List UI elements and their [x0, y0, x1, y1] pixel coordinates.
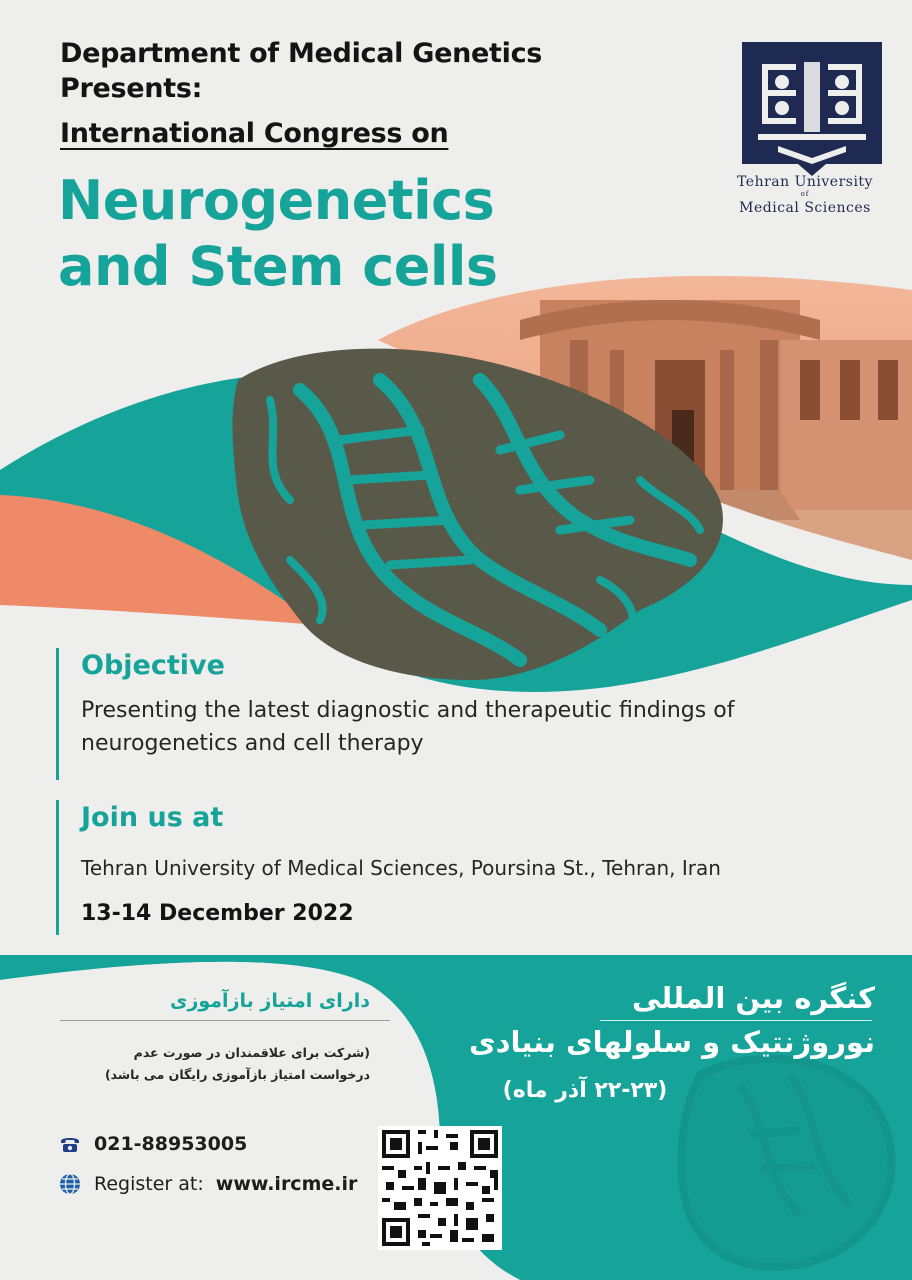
- objective-heading: Objective: [81, 650, 225, 681]
- venue-heading: Join us at: [81, 802, 224, 833]
- presents-label: Presents:: [60, 73, 203, 104]
- cme-credit-note: (شرکت برای علاقمندان در صورت عدم درخواست امتیاز بازآموزی رایگان می باشد): [104, 1045, 370, 1082]
- event-date: 13-14 December 2022: [81, 901, 354, 926]
- persian-event-date: (۲۲-۲۳ آذر ماه): [502, 1078, 668, 1103]
- phone-number[interactable]: 021-88953005: [94, 1133, 248, 1155]
- globe-icon: [58, 1172, 82, 1196]
- university-name-of: of: [800, 190, 810, 198]
- register-label: Register at:: [94, 1173, 204, 1195]
- hero-illustration: [0, 260, 912, 700]
- register-link[interactable]: www.ircme.ir: [215, 1173, 358, 1195]
- venue-address: Tehran University of Medical Sciences, Poursina St., Tehran, Iran: [81, 856, 721, 880]
- objective-section: [56, 648, 841, 780]
- registration-contact: [58, 1172, 357, 1196]
- department-title: Department of Medical Genetics: [60, 38, 543, 69]
- congress-title-line2: and Stem cells: [58, 235, 498, 298]
- congress-prefix: International Congress on: [60, 118, 449, 149]
- divider: [60, 1020, 390, 1021]
- persian-congress-title-line1: کنگره بین المللی: [631, 981, 875, 1015]
- qr-code[interactable]: [378, 1126, 502, 1250]
- phone-icon: [58, 1132, 82, 1156]
- cme-credit-title: دارای امتیاز بازآموزی: [170, 990, 370, 1012]
- university-name-line1: Tehran University: [737, 174, 873, 190]
- venue-section: [56, 800, 841, 935]
- university-name-line2: Medical Sciences: [739, 200, 871, 216]
- divider: [600, 1020, 872, 1021]
- congress-title-line1: Neurogenetics: [58, 169, 495, 232]
- persian-congress-title-line2: نوروژنتیک و سلولهای بنیادی: [468, 1025, 875, 1059]
- phone-contact: [58, 1132, 247, 1156]
- objective-text: Presenting the latest diagnostic and therapeutic findings of neurogenetics and cell therapy: [81, 698, 735, 756]
